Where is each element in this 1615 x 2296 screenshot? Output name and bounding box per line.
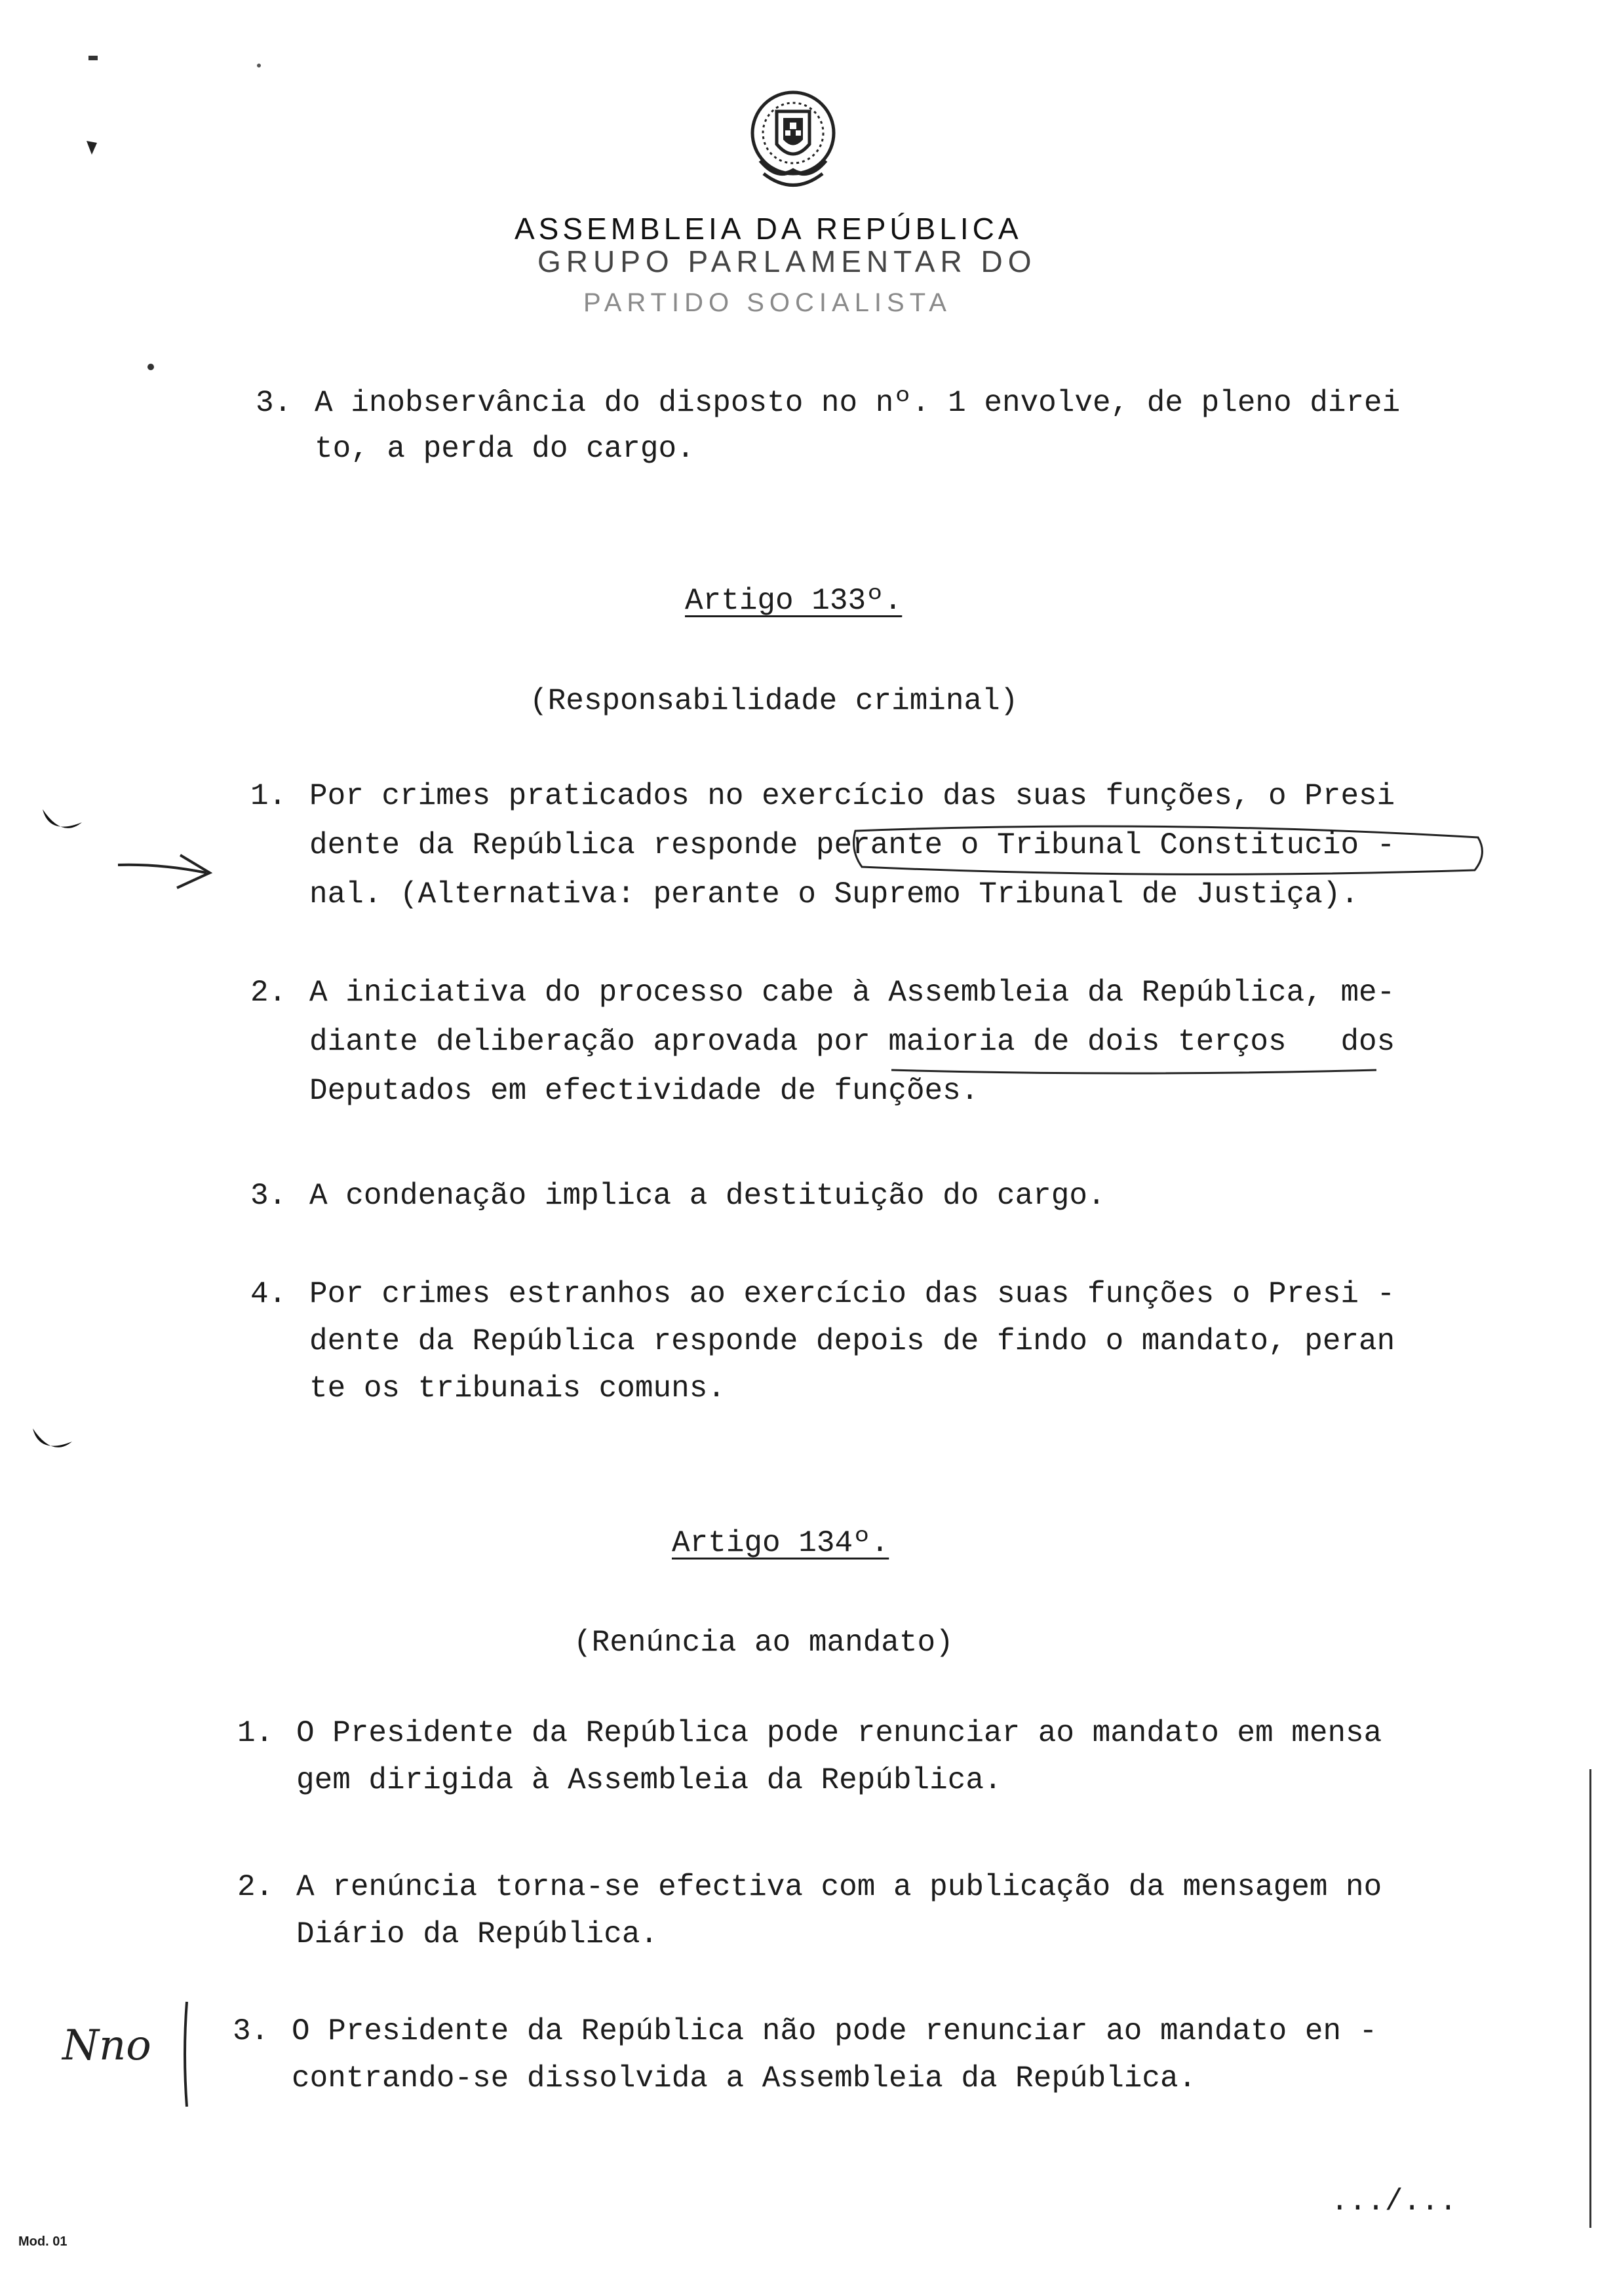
item-line: A renúncia torna-se efectiva com a publicação da mensagem no [296,1870,1382,1904]
handwritten-margin-note: Nno [62,2021,151,2070]
handwritten-circle-mark [849,818,1491,883]
paragraph-number: 3. [256,386,292,420]
item-number: 1. [250,779,287,813]
item-number: 1. [237,1716,274,1750]
article-134-subtitle: (Renúncia ao mandato) [574,1626,954,1660]
item-number: 2. [237,1870,274,1904]
item-number: 4. [250,1277,287,1311]
item-number: 2. [250,976,287,1010]
item-number: 3. [250,1179,287,1213]
scan-edge-line [1589,1769,1591,2228]
item-line: diante deliberação aprovada por maioria de dois terços dos [309,1025,1395,1059]
article-134-item-1 [237,1710,1542,1808]
item-line: A condenação implica a destituição do cargo. [309,1179,1106,1213]
item-line: Por crimes estranhos ao exercício das suas funções o Presi - [309,1277,1395,1311]
item-line: Diário da República. [296,1917,659,1951]
article-133-subtitle: (Responsabilidade criminal) [530,684,1019,718]
item-line: O Presidente da República não pode renunciar ao mandato en - [292,2014,1378,2048]
top-paragraph [256,380,1534,472]
form-code: Mod. 01 [18,2234,68,2249]
item-line: te os tribunais comuns. [309,1371,726,1406]
paragraph-line: A inobservância do disposto no nº. 1 envolve, de pleno direi [315,386,1401,420]
continuation-mark: .../... [1331,2185,1458,2219]
handwritten-margin-bar [180,1999,193,2110]
handwritten-underline [891,1065,1376,1078]
article-133-item-2 [250,970,1548,1107]
scan-speck-marks [0,0,302,406]
article-133-item-4 [250,1271,1548,1409]
header-institution: ASSEMBLEIA DA REPÚBLICA [515,212,1022,246]
item-line: A iniciativa do processo cabe à Assembleia da República, me- [309,976,1395,1010]
item-line: contrando-se dissolvida a Assembleia da República. [292,2061,1197,2095]
item-number: 3. [233,2014,269,2048]
item-line: nal. (Alternativa: perante o Supremo Tribunal de Justiça). [309,877,1359,911]
handwritten-arrow-icon [115,845,220,898]
article-134-item-2 [237,1864,1542,1962]
punch-hole-mark-icon [36,803,88,842]
item-line: O Presidente da República pode renunciar ao mandato em mensa [296,1716,1382,1750]
coat-of-arms-emblem [741,82,846,197]
article-134-title: Artigo 134º. [672,1526,889,1560]
item-line: dente da República responde depois de findo o mandato, peran [309,1324,1395,1358]
article-133-title: Artigo 133º. [685,584,903,618]
header-group-line2: PARTIDO SOCIALISTA [583,288,952,317]
article-133-item-3 [250,1173,1548,1225]
item-line: Deputados em efectividade de funções. [309,1074,979,1108]
item-line: dente da República responde perante o Tribunal Constitucio - [309,828,1395,862]
item-line: Por crimes praticados no exercício das suas funções, o Presi [309,779,1395,813]
article-134-item-3 [233,2008,1540,2107]
paragraph-line: to, a perda do cargo. [315,432,695,466]
header-group-line1: GRUPO PARLAMENTAR DO [537,244,1037,278]
punch-hole-mark-icon [26,1422,79,1461]
item-line: gem dirigida à Assembleia da República. [296,1763,1002,1797]
